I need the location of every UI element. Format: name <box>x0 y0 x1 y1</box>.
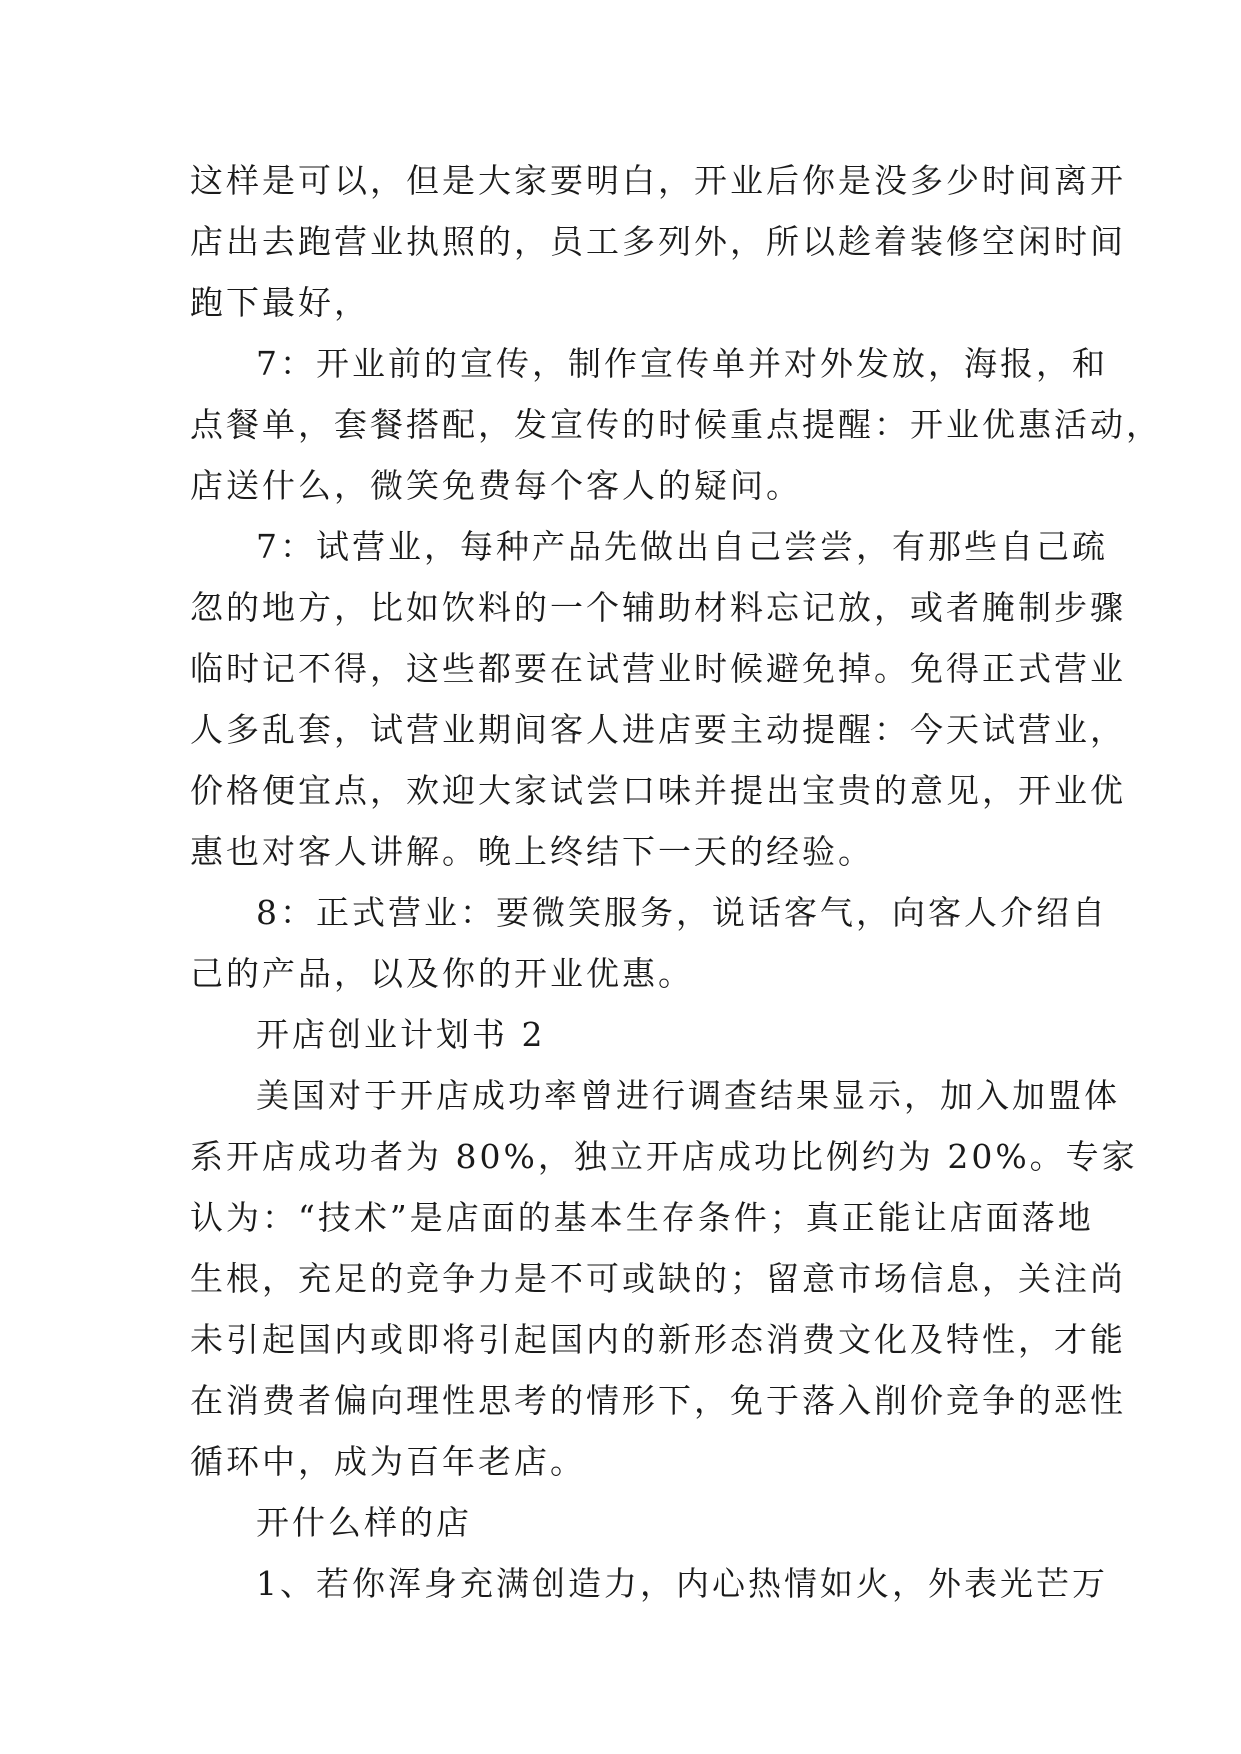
paragraph <box>190 333 1162 516</box>
paragraph <box>190 1553 1108 1614</box>
text-line: 店送什么，微笑免费每个客人的疑问。 <box>190 466 802 505</box>
text-line: 系开店成功者为 80%，独立开店成功比例约为 20%。专家 <box>190 1137 1138 1176</box>
subheading-text: 开什么样的店 <box>256 1503 472 1542</box>
text-line: 跑下最好， <box>190 283 370 322</box>
text-line: 人多乱套，试营业期间客人进店要主动提醒：今天试营业， <box>190 710 1126 749</box>
text-line: 1、若你浑身充满创造力，内心热情如火，外表光芒万 <box>256 1564 1108 1603</box>
text-line: 惠也对客人讲解。晚上终结下一天的经验。 <box>190 832 874 871</box>
text-line: 己的产品，以及你的开业优惠。 <box>190 954 694 993</box>
text-line: 店出去跑营业执照的，员工多列外，所以趁着装修空闲时间 <box>190 222 1126 261</box>
paragraph <box>190 1065 1138 1492</box>
text-line: 忽的地方，比如饮料的一个辅助材料忘记放，或者腌制步骤 <box>190 588 1126 627</box>
heading-text: 开店创业计划书 2 <box>256 1015 546 1054</box>
paragraph <box>190 882 1108 1004</box>
text-line: 7：试营业，每种产品先做出自己尝尝，有那些自己疏 <box>256 527 1108 566</box>
text-line: 美国对于开店成功率曾进行调查结果显示，加入加盟体 <box>256 1076 1120 1115</box>
text-line: 生根，充足的竞争力是不可或缺的；留意市场信息，关注尚 <box>190 1259 1126 1298</box>
text-line: 这样是可以，但是大家要明白，开业后你是没多少时间离开 <box>190 161 1126 200</box>
text-line: 循环中，成为百年老店。 <box>190 1442 586 1481</box>
section-heading <box>190 1004 1050 1065</box>
text-line: 8：正式营业：要微笑服务，说话客气，向客人介绍自 <box>256 893 1108 932</box>
document-page <box>190 150 1162 1614</box>
text-line: 未引起国内或即将引起国内的新形态消费文化及特性，才能 <box>190 1320 1126 1359</box>
paragraph <box>190 516 1126 882</box>
text-line: 价格便宜点，欢迎大家试尝口味并提出宝贵的意见，开业优 <box>190 771 1126 810</box>
text-line: 在消费者偏向理性思考的情形下，免于落入削价竞争的恶性 <box>190 1381 1126 1420</box>
text-line: 7：开业前的宣传，制作宣传单并对外发放，海报，和 <box>256 344 1108 383</box>
paragraph <box>190 150 1126 333</box>
text-line: 临时记不得，这些都要在试营业时候避免掉。免得正式营业 <box>190 649 1126 688</box>
text-line: 认为：“技术”是店面的基本生存条件；真正能让店面落地 <box>190 1198 1094 1237</box>
subheading <box>190 1492 1050 1553</box>
text-line: 点餐单，套餐搭配，发宣传的时候重点提醒：开业优惠活动， <box>190 405 1162 444</box>
